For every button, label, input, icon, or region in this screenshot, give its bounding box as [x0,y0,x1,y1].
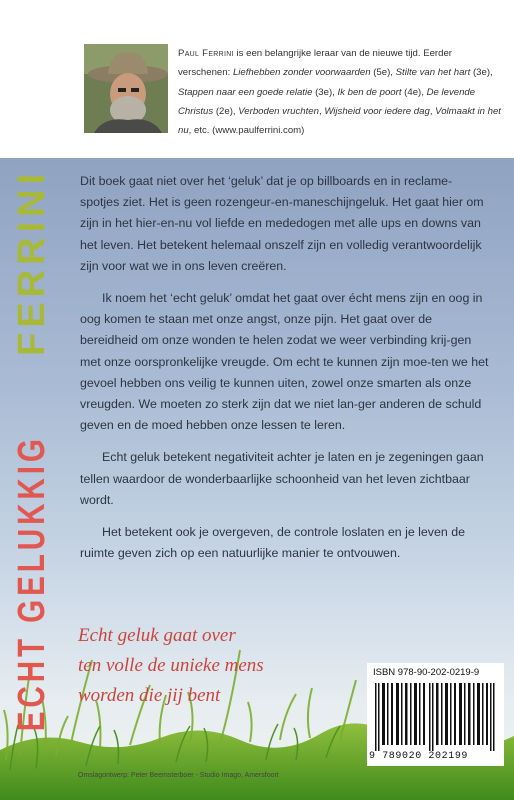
spine-title [12,13,52,773]
blurb-paragraph-1: Dit boek gaat niet over het ‘geluk’ dat je op billboards en in reclame-spotjes ziet. Het is geen rozengeur-en-maneschijngeluk. Het gaat hier om zijn in het hier-en-nu vol liefde en mededogen met alle ups en downs van het leven. Het betekent helemaal onszelf zijn en volledig verantwoordelijk zijn voor wat we in ons leven creëren. [80,174,484,273]
edition-3: (3e), [312,86,338,98]
barcode-icon [373,683,497,751]
book-title-2: Stilte van het hart [395,67,471,79]
cover-design-credits: Omslagontwerp: Peter Beemsterboer - Studio Imago, Amersfoort [78,772,279,779]
isbn-label: ISBN 978-90-202-0219-9 [373,667,480,678]
edition-8: , etc. [188,125,213,137]
book-title-7: Wijsheid voor iedere dag [324,105,430,117]
edition-1: (5e), [370,67,396,79]
edition-2: (3e), [470,67,493,79]
book-title-6: Verboden vruchten [238,105,319,117]
blurb-text [80,171,490,575]
title-ferrini: FERRINI [11,168,53,356]
quote-line-1: Echt geluk gaat over [78,625,236,646]
author-intro: is een belangrijke leraar van de nieuwe tijd. Eerder verschenen: [178,48,452,79]
edition-6: , [318,105,325,117]
blurb-paragraph-2: Ik noem het ‘echt geluk’ omdat het gaat over écht mens zijn en oog in oog komen te staan met onze angst, onze pijn. Het gaat over de bereidheid om onze wonden te helen zodat we weer verbinding krij-gen met onze oorspronkelijke vreugde. Om echt te kunnen zijn moe-ten we het gevoel hebben ons veilig te kunnen uiten, zowel onze smarten als onze vreugden. We moeten zo sterk zijn dat we niet lan-ger anderen de schuld geven en de moed hebben onze lessen te leren. [80,291,489,433]
edition-7: , [429,105,436,117]
book-title-1: Liefhebben zonder voorwaarden [232,67,371,79]
isbn-barcode-box [367,663,504,766]
blurb-paragraph-4: Het betekent ook je overgeven, de controle loslaten en je leven de ruimte geven zich op een natuurlijke manier te ontvouwen. [80,525,466,561]
title-echt-gelukkig: ECHT GELUKKIG [11,435,53,732]
author-bio [178,44,502,140]
quote-line-3: worden die jij bent [78,685,221,706]
tagline-quote [78,621,348,711]
edition-5: (2e), [213,105,239,117]
author-website: (www.paulferrini.com) [212,125,305,137]
edition-4: (4e), [401,86,427,98]
book-title-3: Stappen naar een goede relatie [178,86,313,98]
quote-line-2: ten volle de unieke mens [78,655,264,676]
book-title-5: De levende Christus [178,86,476,117]
barcode-digits: 9 789020 202199 [369,751,469,762]
blurb-paragraph-3: Echt geluk betekent negativiteit achter je laten en je zegeningen gaan tellen waardoor de wonderbaarlijke schoonheid van het leven zichtbaar wordt. [80,450,484,507]
book-title-8: Volmaakt in het nu [178,105,501,137]
author-name: Paul Ferrini [178,48,234,59]
book-title-4: Ik ben de poort [337,86,402,98]
author-photo [84,44,168,133]
author-portrait-image [84,44,168,133]
